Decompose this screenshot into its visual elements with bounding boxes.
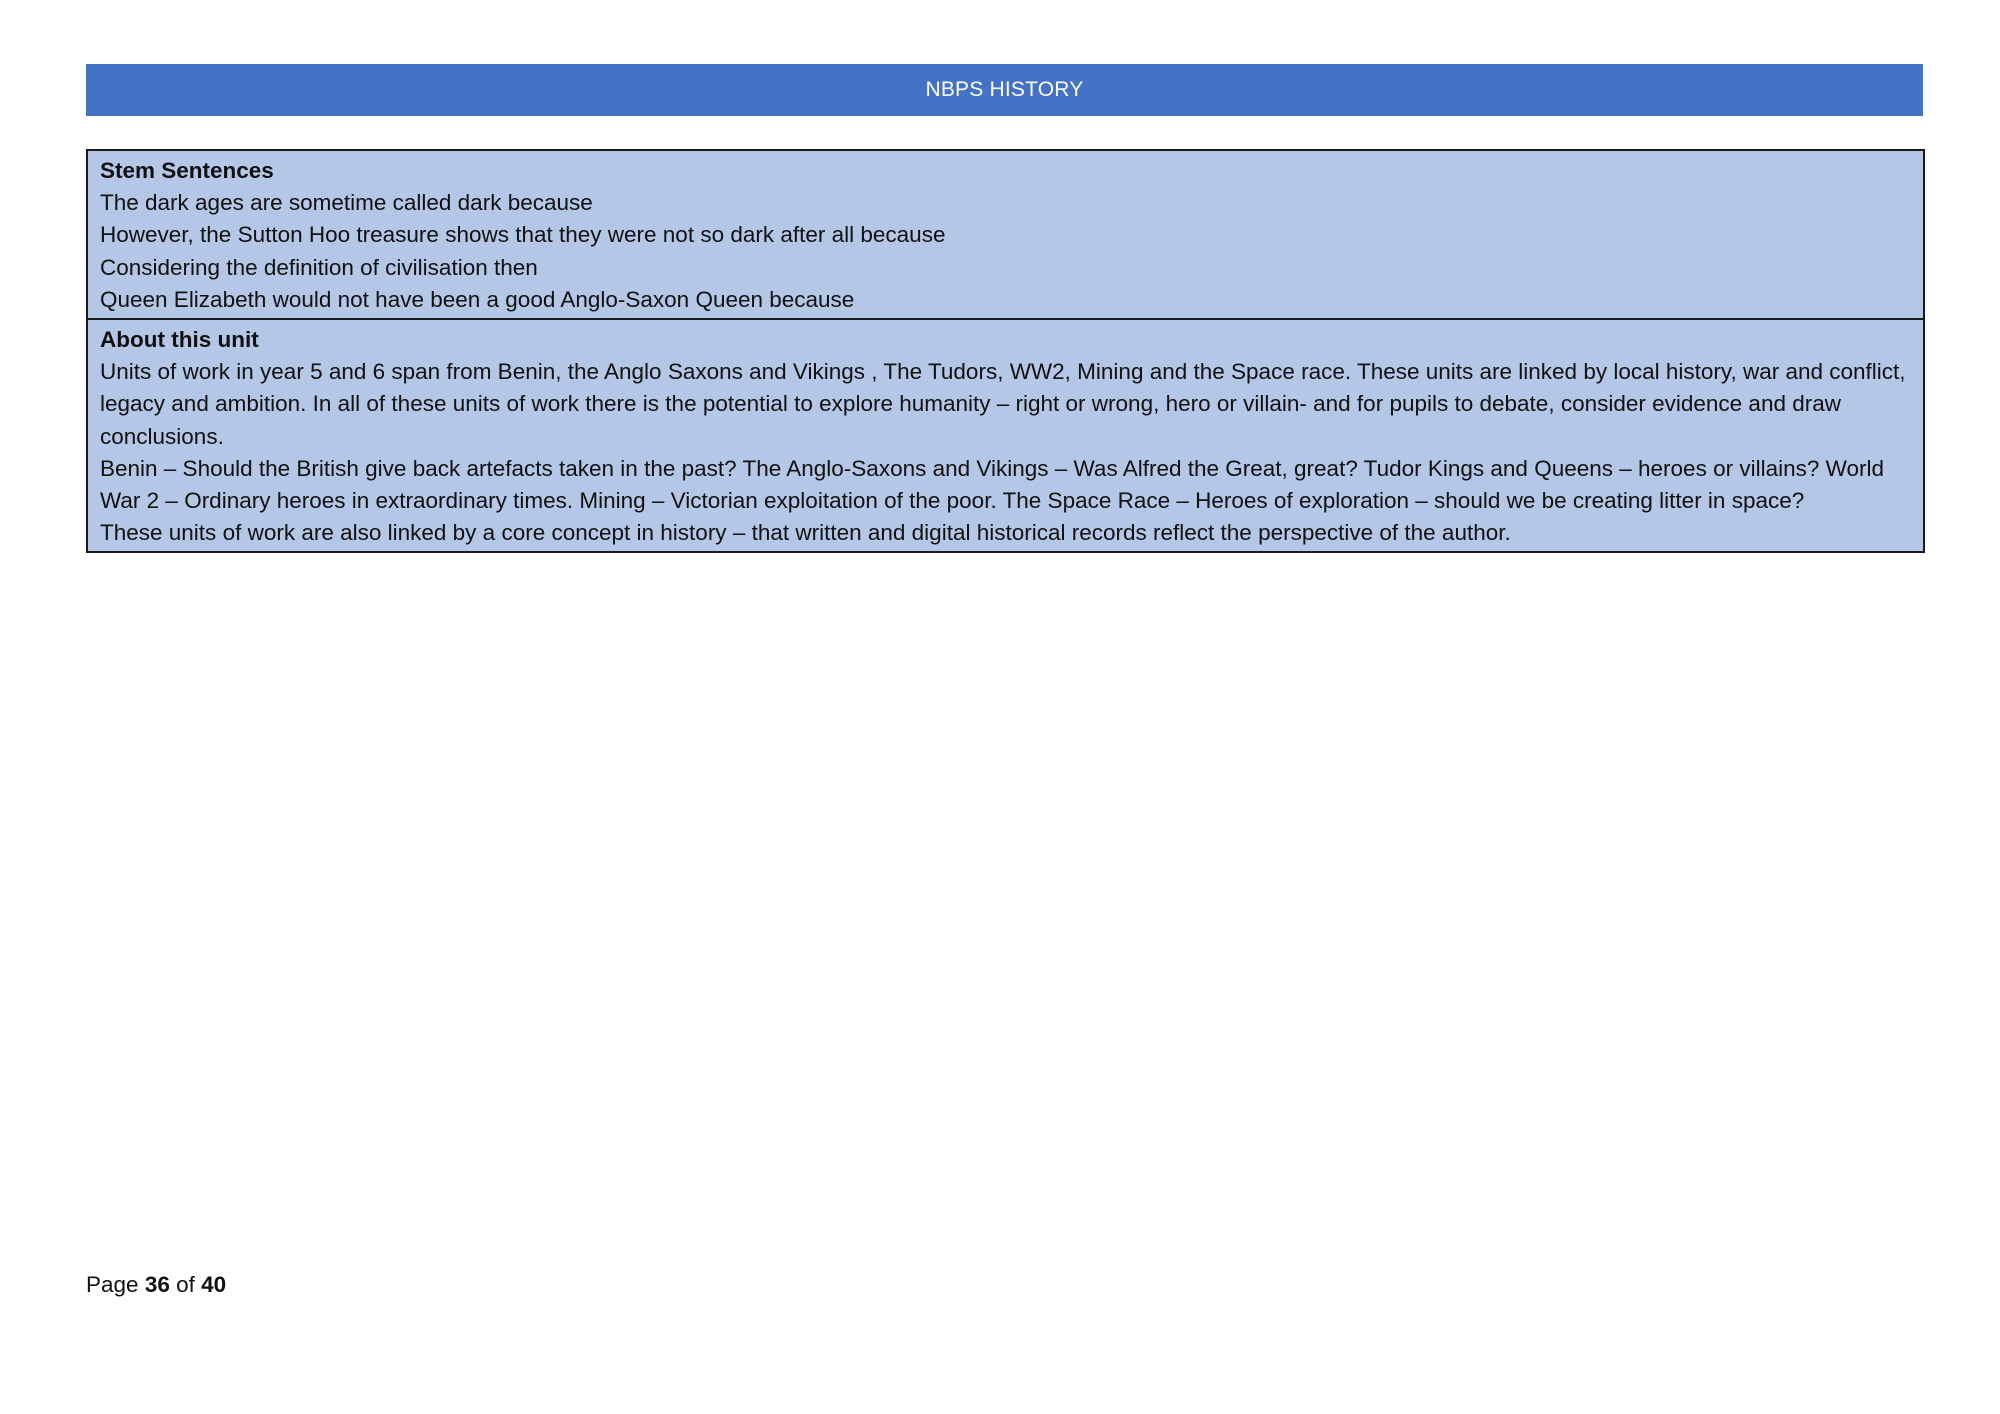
stem-sentence: The dark ages are sometime called dark because: [100, 190, 593, 216]
stem-sentences-heading: Stem Sentences: [100, 158, 274, 183]
current-page-number: 36: [144, 1272, 170, 1297]
stem-sentence: Queen Elizabeth would not have been a good Anglo-Saxon Queen because: [100, 286, 855, 312]
history-unit-table: [86, 149, 1925, 553]
about-unit-paragraph: Benin – Should the British give back artefacts taken in the past? The Anglo-Saxons and Vikings – Was Alfred the Great, great? Tudor Kings and Queens – heroes or villains? World War 2 – Ordinary heroes in extraordinary times. Mining – Victorian exploitation of the poor. The Space Race – Heroes of exploration – should we be creating litter in space?: [100, 455, 1884, 514]
stem-sentences-section: [88, 151, 1923, 318]
about-unit-section: [88, 318, 1923, 551]
page-label: Page: [86, 1272, 139, 1297]
about-unit-paragraph: Units of work in year 5 and 6 span from Benin, the Anglo Saxons and Vikings , The Tudors, WW2, Mining and the Space race. These units are linked by local history, war and conflict, legacy and ambition. In all of these units of work there is the potential to explore humanity – right or wrong, hero or villain- and for pupils to debate, consider evidence and draw conclusions.: [100, 359, 1906, 449]
about-unit-paragraph: These units of work are also linked by a core concept in history – that written and digital historical records reflect the perspective of the author.: [100, 520, 1511, 546]
of-label: of: [176, 1272, 195, 1297]
stem-sentence: Considering the definition of civilisation then: [100, 254, 538, 280]
about-unit-heading: About this unit: [100, 327, 259, 353]
page-number: [86, 1272, 226, 1298]
header-title: NBPS HISTORY: [925, 78, 1084, 101]
total-pages-number: 40: [201, 1272, 227, 1297]
stem-sentence: However, the Sutton Hoo treasure shows that they were not so dark after all because: [100, 222, 946, 248]
page-header-banner: [86, 64, 1923, 116]
